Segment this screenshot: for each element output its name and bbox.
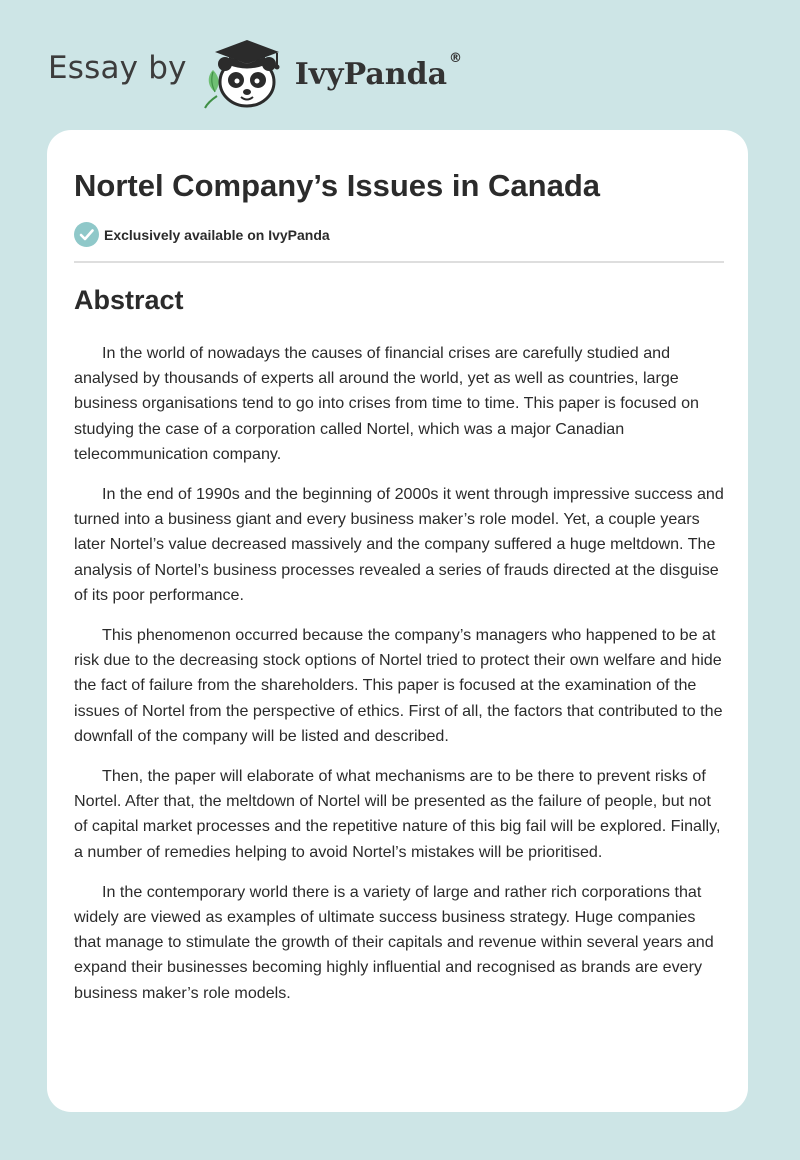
- essay-card: [47, 130, 748, 1112]
- logo-brand-name: IvyPanda: [294, 56, 448, 92]
- panda-graduate-icon: [201, 34, 291, 110]
- paragraph: In the world of nowadays the causes of financial crises are carefully studied and analysed by thousands of experts all around the world, yet as well as countries, large business organisations tend to go into crises from time to time. This paper is focused on studying the case of a corporation called Nortel, which was a major Canadian telecommunication company.: [74, 344, 699, 463]
- registered-mark: ®: [449, 50, 463, 66]
- abstract-body: [74, 341, 724, 1021]
- paragraph: In the contemporary world there is a variety of large and rather rich corporations that widely are viewed as examples of ultimate success business strategy. Huge companies that manage to stimulate the growth of their capitals and revenue within several years and expand their businesses becoming highly influential and recognised as brands are every business maker’s role models.: [74, 882, 714, 1002]
- section-heading-abstract: Abstract: [74, 285, 184, 315]
- exclusive-badge: [74, 222, 330, 247]
- paragraph: In the end of 1990s and the beginning of 2000s it went through impressive success and turned into a business giant and every business maker’s role model. Yet, a couple years later Nortel’s value decreased massively and the company suffered a huge meltdown. The analysis of Nortel’s business processes revealed a series of frauds directed at the disguise of its poor performance.: [74, 485, 724, 604]
- exclusive-badge-text: Exclusively available on IvyPanda: [104, 226, 330, 243]
- paragraph: Then, the paper will elaborate of what mechanisms are to be there to prevent risks of Nortel. After that, the meltdown of Nortel will be presented as the failure of people, but not of capital market processes and the repetitive nature of this big fail will be explored. Finally, a number of remedies helping to avoid Nortel’s mistakes will be prioritised.: [74, 767, 721, 861]
- logo-prefix-text: Essay by: [48, 50, 187, 86]
- paragraph: This phenomenon occurred because the company’s managers who happened to be at risk due to the decreasing stock options of Nortel tried to protect their own welfare and hide the fact of failure from the shareholders. This paper is focused at the examination of the issues of Nortel from the perspective of ethics. First of all, the factors that contributed to the downfall of the company will be listed and described.: [74, 626, 723, 745]
- site-logo[interactable]: [48, 32, 462, 112]
- title-divider: [74, 261, 724, 263]
- check-circle-icon: [74, 222, 99, 247]
- page-title: Nortel Company’s Issues in Canada: [74, 168, 601, 203]
